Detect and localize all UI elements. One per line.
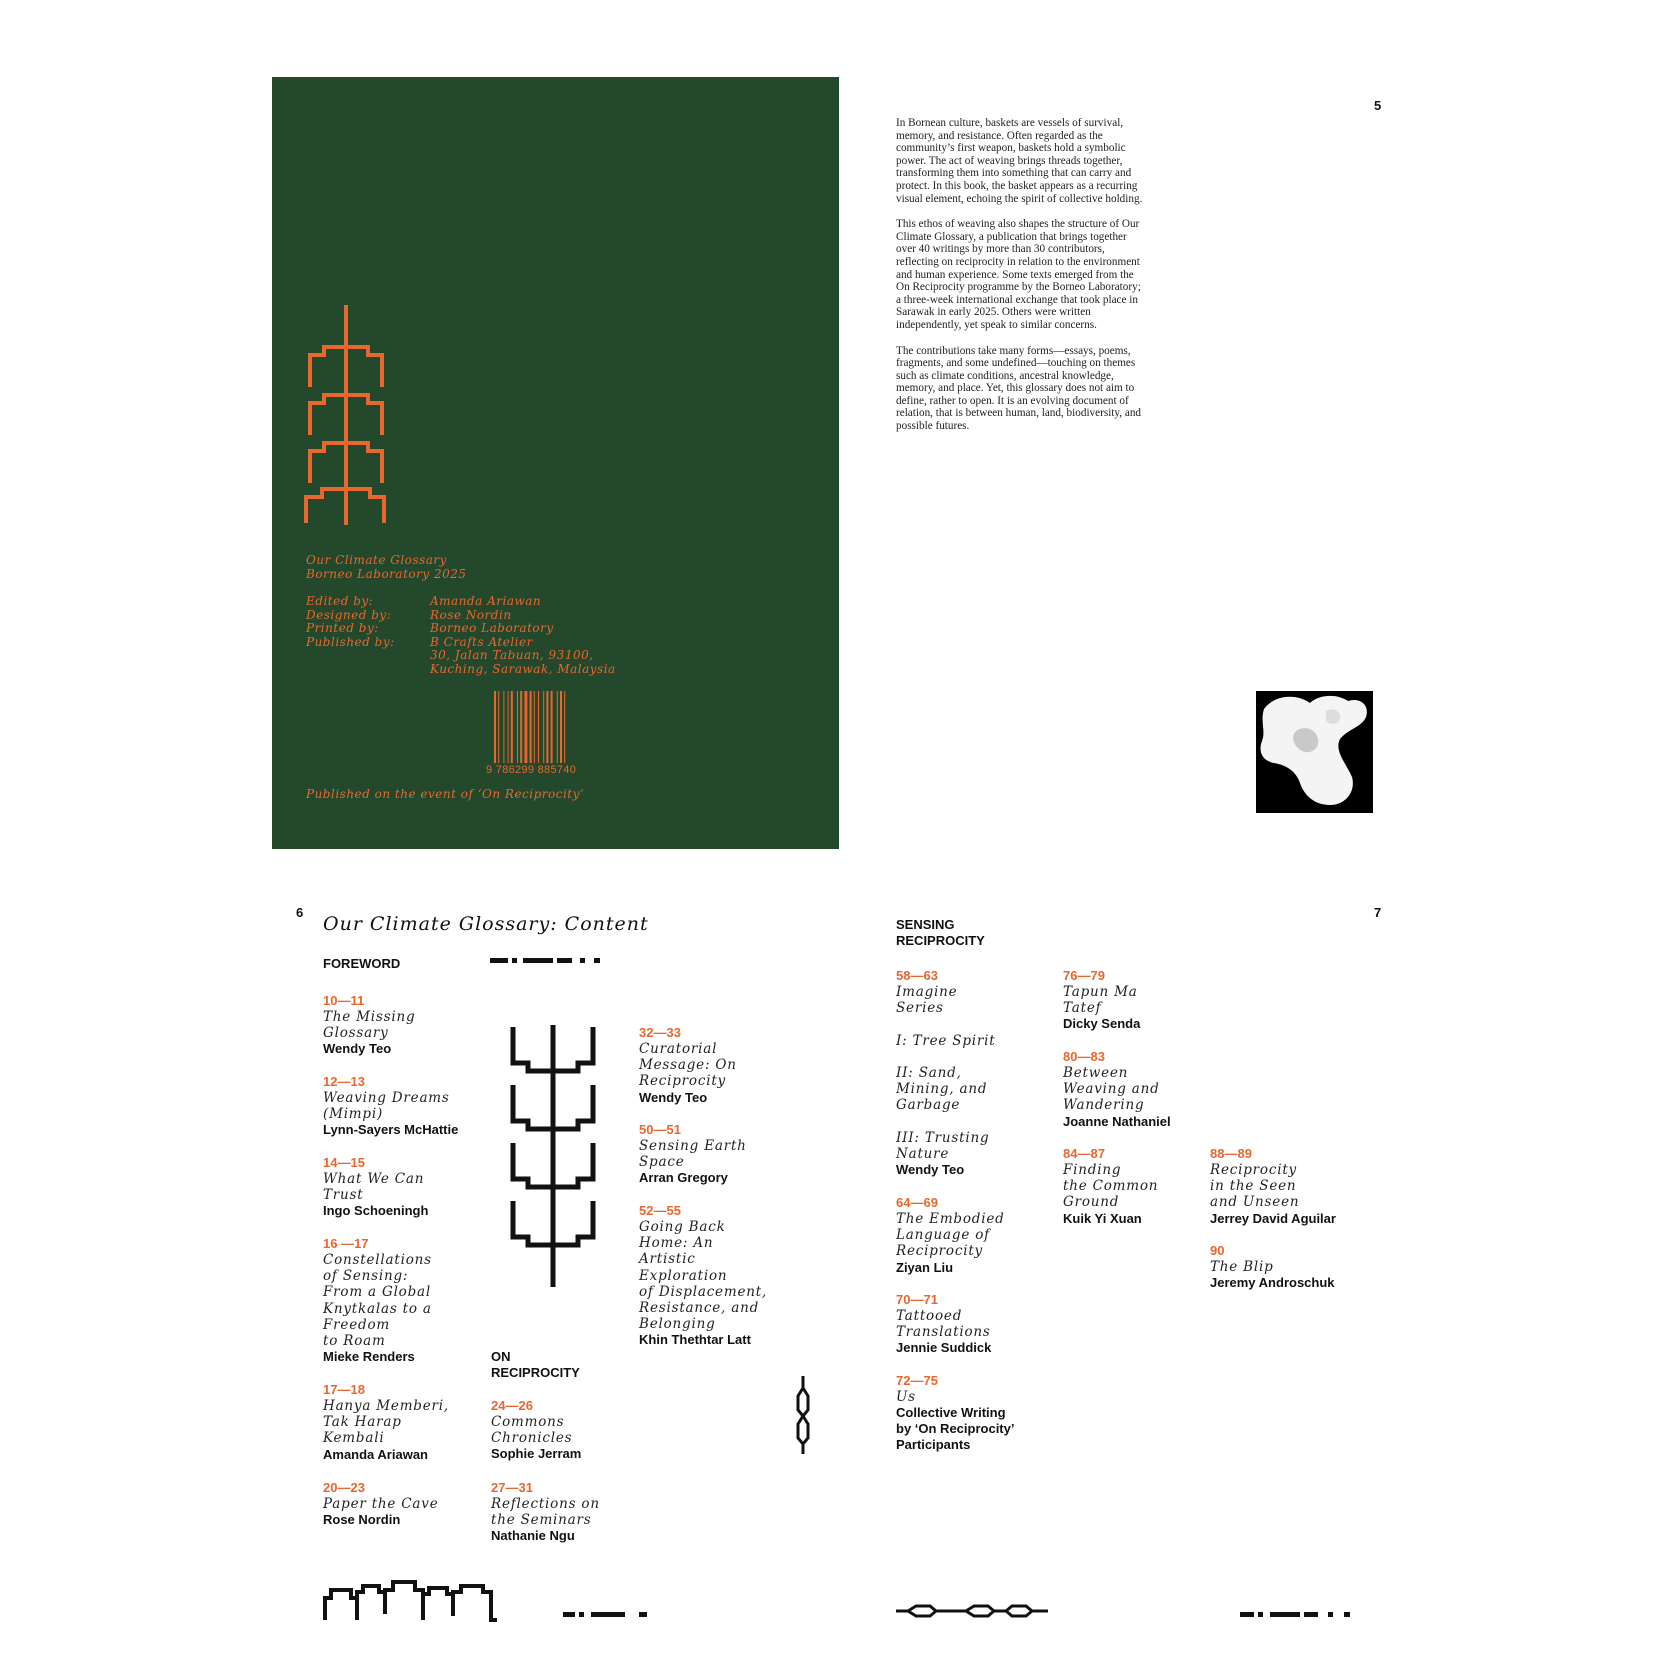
content-entry[interactable] [323,1155,483,1219]
entry-author: Jennie Suddick [896,1340,992,1356]
entry-title-line: the Seminars [491,1512,592,1529]
content-entry[interactable] [491,1398,651,1462]
entry-title-line: Reciprocity [639,1073,726,1090]
content-entry[interactable] [491,1480,651,1544]
entry-title-line: The Blip [1210,1259,1274,1275]
credit-label: Published by: [306,634,395,649]
entry-title-line: Tak Harap [323,1414,402,1431]
entry-title-line: Constellations [323,1252,432,1268]
colophon-page [272,77,839,849]
content-entry[interactable] [639,1122,814,1186]
entry-pages: 76—79 [1063,968,1105,983]
entry-author: Amanda Ariawan [323,1446,428,1462]
dash-ornament-icon [490,958,608,966]
entry-author: by ‘On Reciprocity’ [896,1421,1015,1437]
entry-title-line: Weaving Dreams [323,1090,450,1106]
credit-row [306,595,541,609]
entry-title-line: Reciprocity [1210,1162,1297,1178]
content-entry[interactable] [1063,968,1223,1032]
entry-pages: 12—13 [323,1074,365,1089]
content-entry[interactable] [896,1292,1056,1356]
page-number: 7 [1374,905,1382,920]
content-entry[interactable] [1063,1146,1223,1227]
entry-title-line: Kembali [323,1430,385,1447]
entry-title-line: Message: On [639,1057,737,1074]
entry-title-line: Language of [896,1227,990,1244]
entry-title-line: Us [896,1389,916,1405]
entry-title-line: Knytkalas to a [323,1300,432,1317]
entry-title-line: Finding [1063,1162,1122,1178]
intro-text [896,117,1146,446]
entry-title-line: Resistance, and [639,1300,760,1317]
entry-title-line: Home: An [639,1235,714,1252]
entry-title-line: Chronicles [491,1430,573,1447]
entry-title-line: Exploration [639,1267,728,1284]
credit-row [306,636,533,650]
entry-author: Rose Nordin [323,1512,401,1528]
entry-title-line: Tapun Ma [1063,984,1138,1000]
credit-value: 30, Jalan Tabuan, 93100, [430,648,594,662]
entry-title-line: Tattooed [896,1308,963,1324]
section-heading-on-reciprocity [491,1349,580,1381]
entry-title-line: of Displacement, [639,1283,768,1300]
entry-title-line: What We Can [323,1171,425,1187]
section-heading-foreword: FOREWORD [323,956,401,971]
entry-author: Arran Gregory [639,1170,728,1186]
entry-pages: 88—89 [1210,1146,1252,1161]
entry-title-line: From a Global [323,1284,432,1301]
basket-photo [1256,691,1373,813]
entry-author: Mieke Renders [323,1349,415,1365]
intro-paragraph: This ethos of weaving also shapes the structure of Our Climate Glossary, a publication that brings together over 40 writings by more than 30 contributors, reflecting on reciprocity in relation to the environment and human experience. Some texts emerged from the On Reciprocity programme by the Borneo Laboratory; a three-week international exchange that took place in Sarawak in early 2025. Others were written independently, yet speak to similar concerns. [896,218,1141,331]
entry-title-line: Hanya Memberi, [323,1398,449,1414]
entry-title-line: Paper the Cave [323,1496,439,1512]
entry-title-line: of Sensing: [323,1268,409,1285]
entry-title-line: Reflections on [491,1496,600,1512]
content-entry[interactable] [1063,1049,1223,1130]
credit-row [306,622,554,636]
content-entry[interactable] [896,1065,1056,1114]
content-entry[interactable] [896,968,1056,1016]
entry-title-line: Wandering [1063,1097,1145,1114]
entry-title-line: Sensing Earth [639,1138,747,1154]
credit-label: Edited by: [306,594,374,608]
dash-ornament-icon [1240,1612,1360,1620]
entry-pages: 90 [1210,1243,1225,1258]
entry-title-line: Ground [1063,1194,1120,1211]
entry-title-line: to Roam [323,1333,386,1350]
entry-pages: 10—11 [323,993,365,1008]
entry-title-line: and Unseen [1210,1194,1300,1211]
entry-pages: 80—83 [1063,1049,1105,1064]
credit-row [306,649,594,663]
credit-label: Printed by: [306,621,379,635]
entry-title-line: Glossary [323,1025,389,1042]
section-heading-line: SENSING [896,917,955,932]
content-entry[interactable] [639,1203,814,1348]
page-number: 6 [296,905,304,920]
entry-title-line: Freedom [323,1316,390,1333]
barcode-icon [494,691,576,775]
entry-title-line: Going Back [639,1219,726,1235]
credit-value: Borneo Laboratory [430,621,554,635]
entry-title-line: Series [896,1000,944,1017]
content-entry[interactable] [896,1195,1056,1276]
entry-pages: 16 —17 [323,1236,369,1251]
published-on-note: Published on the event of ‘On Reciprocity’ [306,787,585,801]
entry-pages: 32—33 [639,1025,681,1040]
chain-ornament-icon [896,1604,1048,1618]
colophon-title [306,553,466,581]
entry-title-line: in the Seen [1210,1178,1297,1195]
entry-title-line: Reciprocity [896,1243,983,1260]
intro-paragraph: In Bornean culture, baskets are vessels of survival, memory, and resistance. Often regarded as the community’s first weapon, baskets hold a symbolic power. The act of weaving brings threads together, transforming them into something that can carry and protect. In this book, the basket appears as a recurring visual element, echoing the spirit of collective holding. [896,117,1143,205]
credit-value: Rose Nordin [430,607,512,622]
entry-pages: 84—87 [1063,1146,1105,1161]
section-heading-sensing-reciprocity [896,917,985,949]
entry-author: Wendy Teo [639,1089,708,1105]
section-heading-line: RECIPROCITY [896,933,985,948]
entry-title-line: Artistic [639,1251,696,1268]
basket-wave-ornament-icon [323,1578,499,1622]
entry-author: Khin Thethtar Latt [639,1332,751,1348]
entry-author: Joanne Nathaniel [1063,1113,1171,1129]
content-entry[interactable] [896,1130,1056,1178]
section-heading-line: RECIPROCITY [491,1365,580,1380]
entry-author: Dicky Senda [1063,1016,1141,1032]
page-number: 5 [1374,98,1382,113]
content-entry[interactable] [896,1373,1056,1453]
entry-title-line: Garbage [896,1097,961,1114]
entry-author: Kuik Yi Xuan [1063,1210,1142,1226]
content-entry[interactable] [1210,1146,1390,1227]
contents-title: Our Climate Glossary: Content [323,913,649,935]
entry-title-line: The Missing [323,1009,416,1025]
isbn-number: 9 786299 885740 [486,764,577,776]
entry-pages: 58—63 [896,968,938,983]
entry-author: Participants [896,1437,971,1453]
credit-row [306,663,616,677]
credit-value: B Crafts Atelier [430,634,533,649]
entry-pages: 14—15 [323,1155,365,1170]
entry-title-line: the Common [1063,1178,1159,1195]
content-entry[interactable] [1210,1243,1390,1291]
entry-pages: 27—31 [491,1480,533,1495]
entry-title-line: Tatef [1063,1000,1102,1017]
entry-pages: 24—26 [491,1398,533,1413]
entry-author: Wendy Teo [896,1162,965,1178]
entry-title-line: Commons [491,1414,565,1430]
entry-title-line: Translations [896,1324,991,1341]
entry-title-line: Space [639,1154,685,1171]
entry-author: Ziyan Liu [896,1259,954,1275]
entry-author: Collective Writing [896,1405,1006,1421]
entry-author: Lynn-Sayers McHattie [323,1122,459,1138]
entry-author: Jerrey David Aguilar [1210,1210,1336,1226]
entry-title-line: The Embodied [896,1211,1005,1227]
content-entry[interactable] [323,1480,483,1528]
publication-title: Our Climate Glossary [306,553,447,567]
entry-pages: 50—51 [639,1122,681,1137]
entry-title-line: Between [1063,1065,1129,1081]
entry-title-line: Curatorial [639,1041,718,1057]
section-heading-line: ON [491,1349,511,1364]
content-entry[interactable] [323,1074,483,1138]
credit-value: Amanda Ariawan [430,594,542,608]
entry-author: Nathanie Ngu [491,1528,575,1544]
entry-pages: 72—75 [896,1373,938,1388]
entry-pages: 64—69 [896,1195,938,1210]
entry-title-line: Trust [323,1187,364,1204]
publication-subtitle: Borneo Laboratory 2025 [306,567,467,581]
credit-label: Designed by: [306,607,392,622]
entry-title-line: III: Trusting [896,1130,990,1146]
entry-title-line: Mining, and [896,1081,988,1098]
entry-author: Wendy Teo [323,1041,392,1057]
dash-ornament-icon [563,1612,653,1620]
content-entry[interactable] [323,1236,483,1365]
entry-title-line: Weaving and [1063,1081,1160,1098]
entry-title-line: Imagine [896,984,958,1000]
entry-title-line: Nature [896,1146,950,1163]
entry-author: Jeremy Androschuk [1210,1275,1335,1291]
entry-pages: 52—55 [639,1203,681,1218]
entry-pages: 17—18 [323,1382,365,1397]
entry-pages: 70—71 [896,1292,938,1307]
credit-value: Kuching, Sarawak, Malaysia [430,661,616,676]
series-part-title[interactable]: I: Tree Spirit [896,1033,996,1049]
entry-pages: 20—23 [323,1480,365,1495]
entry-author: Ingo Schoeningh [323,1203,429,1219]
credit-row [306,609,512,623]
content-entry[interactable] [323,993,483,1057]
content-entry[interactable] [639,1025,814,1106]
basket-motif-icon [304,305,388,525]
intro-paragraph: The contributions take many forms—essays, poems, fragments, and some undefined—touching on themes such as climate conditions, ancestral knowledge, memory, and place. Yet, this glossary does not aim to define, rather to open. It is an evolving document of relation, that is between human, land, biodiversity, and possible futures. [896,344,1142,433]
entry-title-line: Belonging [639,1316,716,1333]
entry-author: Sophie Jerram [491,1446,582,1462]
entry-title-line: (Mimpi) [323,1106,384,1123]
content-entry[interactable] [323,1382,483,1463]
entry-title-line: II: Sand, [896,1065,962,1081]
basket-motif-icon [510,1025,596,1287]
chain-ornament-icon [796,1376,810,1454]
